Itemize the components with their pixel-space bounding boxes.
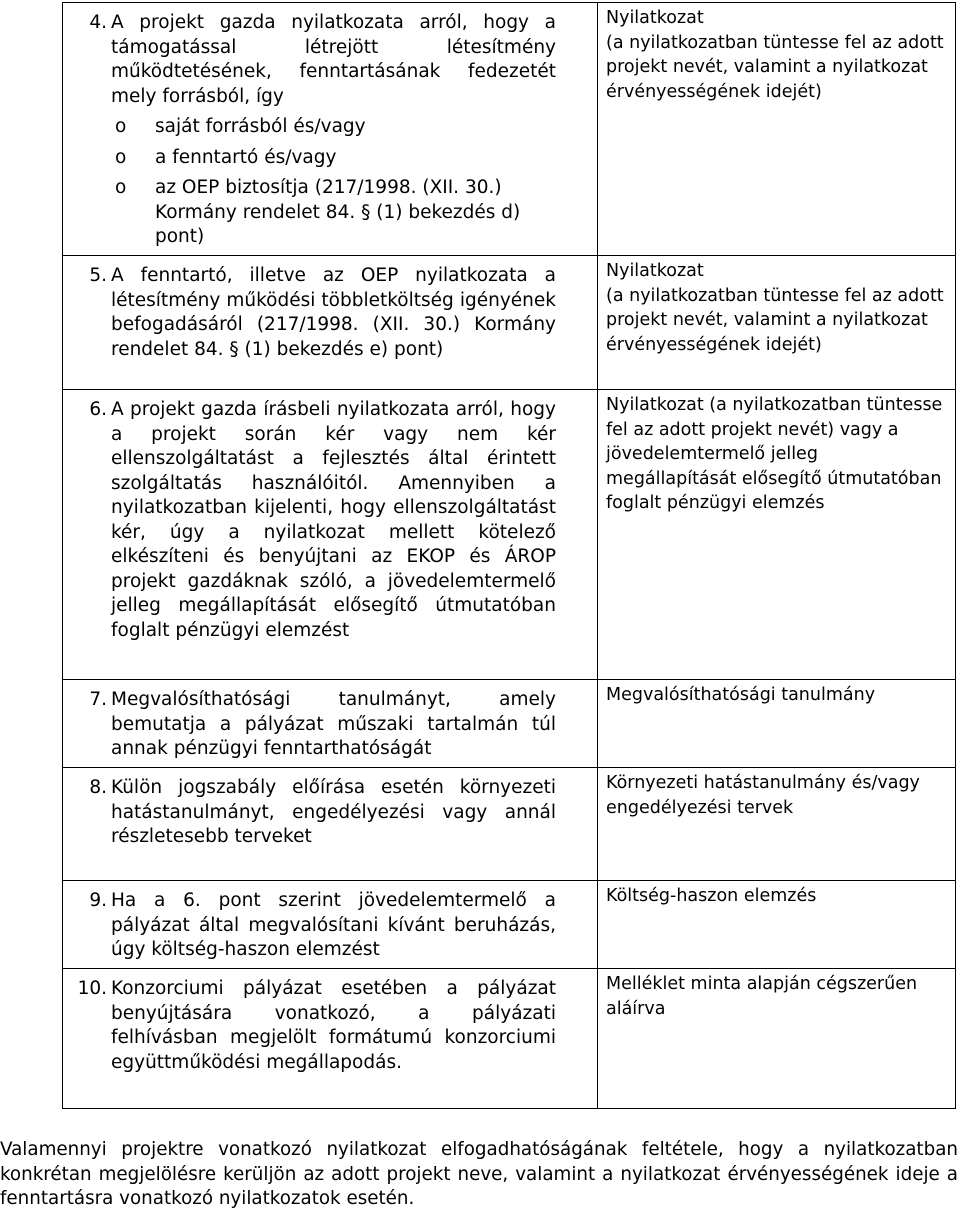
table-row	[63, 390, 956, 680]
subitem-text: az OEP biztosítja (217/1998. (XII. 30.) Kormány rendelet 84. § (1) bekezdés d) pont)	[155, 177, 521, 247]
table-row	[63, 3, 956, 256]
bullet: o	[115, 146, 127, 168]
item-text: Ha a 6. pont szerint jövedelemtermelő a pályázat által megvalósítani kívánt beruházás, úgy költség-haszon elemzést	[111, 890, 556, 960]
requirement-cell	[598, 3, 956, 256]
item-number: 9.	[89, 890, 107, 911]
item-number: 7.	[89, 689, 107, 710]
item-text: Megvalósíthatósági tanulmányt, amely bemutatja a pályázat műszaki tartalmán túl annak pénzügyi fenntarthatóságát	[111, 689, 556, 759]
item-text: Külön jogszabály előírása esetén környezeti hatástanulmányt, engedélyezési vagy annál részletesebb terveket	[111, 777, 556, 847]
item-text: A fenntartó, illetve az OEP nyilatkozata a létesítmény működési többletköltség igényének befogadásáról (217/1998. (XII. 30.) Kormány rendelet 84. § (1) bekezdés e) pont)	[111, 265, 556, 360]
requirement-cell	[598, 256, 956, 390]
requirement-cell	[598, 881, 956, 969]
requirement-cell	[598, 680, 956, 768]
item-text: A projekt gazda írásbeli nyilatkozata arról, hogy a projekt során kér vagy nem kér ellenszolgáltatást a fejlesztés által érintett szolgáltatás használóitól. Amennyiben a nyilatkozatban kijelenti, hogy ellenszolgáltatást kér, úgy a nyilatkozat mellett kötelező elkészíteni és benyújtani az EKOP és ÁROP projekt gazdáknak szóló, a jövedelemtermelő jelleg megállapítását elősegítő útmutatóban foglalt pénzügyi elemzést	[111, 399, 556, 641]
item-cell	[63, 256, 598, 390]
item-number: 8.	[89, 777, 107, 798]
requirement-text: Nyilatkozat (a nyilatkozatban tüntesse fel az adott projekt nevét, valamint a nyilatkozat érvényességének idejét)	[606, 261, 944, 355]
requirement-text: Nyilatkozat (a nyilatkozatban tüntesse fel az adott projekt nevét) vagy a jövedelemtermelő jelleg megállapítását elősegítő útmutatóban foglalt pénzügyi elemzés	[606, 395, 943, 513]
item-number: 5.	[89, 265, 107, 286]
requirement-text: Környezeti hatástanulmány és/vagy engedélyezési tervek	[606, 773, 920, 818]
requirement-text: Nyilatkozat (a nyilatkozatban tüntesse fel az adott projekt nevét, valamint a nyilatkozat érvényességének idejét)	[606, 8, 944, 102]
item-text: A projekt gazda nyilatkozata arról, hogy a támogatással létrejött létesítmény működtetésének, fenntartásának fedezetét mely forrásból, így	[111, 12, 556, 107]
item-cell	[63, 3, 598, 256]
requirement-cell	[598, 768, 956, 881]
table-row	[63, 969, 956, 1109]
table-row	[63, 680, 956, 768]
subitem-text: a fenntartó és/vagy	[155, 146, 337, 168]
requirement-cell	[598, 390, 956, 680]
requirement-cell	[598, 969, 956, 1109]
list-item	[111, 115, 556, 140]
list-item	[111, 146, 556, 171]
table-row	[63, 256, 956, 390]
bullet: o	[115, 116, 127, 137]
requirement-text: Költség-haszon elemzés	[606, 886, 817, 906]
requirement-text: Megvalósíthatósági tanulmány	[606, 685, 876, 705]
table-row	[63, 881, 956, 969]
item-cell	[63, 881, 598, 969]
list-item	[111, 176, 556, 250]
item-cell	[63, 969, 598, 1109]
item-cell	[63, 680, 598, 768]
item-number: 10.	[77, 978, 107, 999]
subitem-text: saját forrásból és/vagy	[155, 116, 366, 137]
item-number: 6.	[89, 399, 107, 420]
item-text: Konzorciumi pályázat esetében a pályázat benyújtására vonatkozó, a pályázati felhívásban megjelölt formátumú konzorciumi együttműködési megállapodás.	[111, 978, 556, 1073]
footer-note: Valamennyi projektre vonatkozó nyilatkozat elfogadhatóságának feltétele, hogy a nyilatkozatban konkrétan megjelölésre kerüljön az adott projekt neve, valamint a nyilatkozat érvényességének ideje a fenntartásra vonatkozó nyilatkozatok esetén.	[0, 1139, 958, 1209]
bullet: o	[115, 177, 127, 198]
item-number: 4.	[89, 12, 107, 33]
table-row	[63, 768, 956, 881]
item-cell	[63, 768, 598, 881]
item-cell	[63, 390, 598, 680]
requirement-text: Melléklet minta alapján cégszerűen aláírva	[606, 974, 918, 1019]
requirements-table	[62, 2, 956, 1109]
